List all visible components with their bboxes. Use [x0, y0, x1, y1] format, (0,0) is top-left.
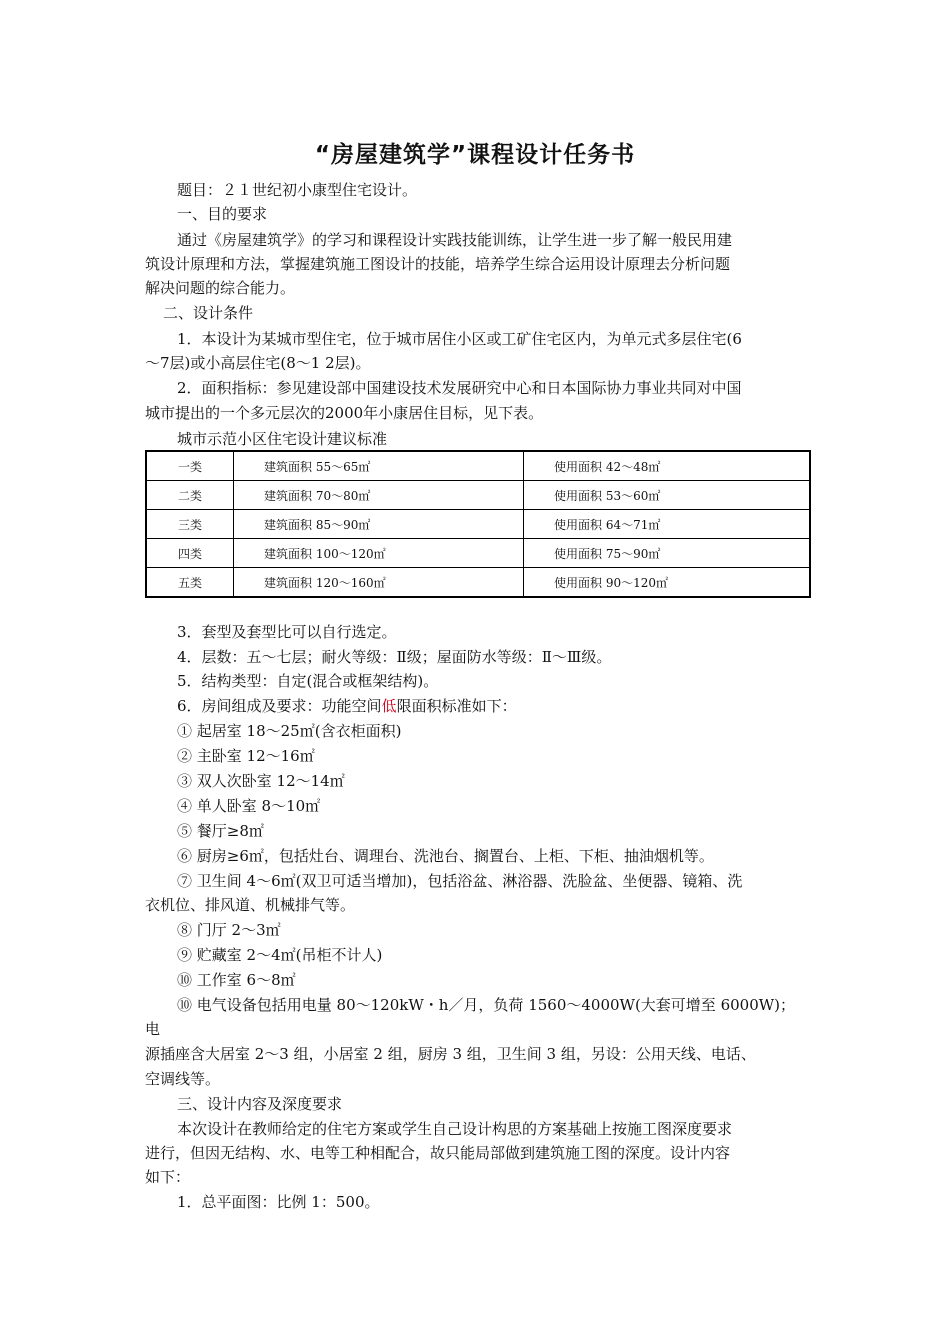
section-1-para-line: 通过《房屋建筑学》的学习和课程设计实践技能训练，让学生进一步了解一般民用建: [177, 231, 733, 249]
table-cell-building-area: 建筑面积 85～90㎡: [234, 510, 524, 539]
room-item-cont: 空调线等。: [145, 1070, 221, 1088]
condition-2-line: 2．面积指标：参见建设部中国建设技术发展研究中心和日本国际协力事业共同对中国: [177, 379, 742, 397]
table-cell-building-area: 建筑面积 120～160㎡: [234, 568, 524, 598]
condition-3-line: 3．套型及套型比可以自行选定。: [177, 623, 397, 641]
section-1-heading: 一、目的要求: [177, 205, 268, 223]
section-2-heading: 二、设计条件: [163, 304, 254, 322]
room-item: ⑧ 门厅 2～3㎡: [177, 921, 281, 939]
room-item: ⑦ 卫生间 4～6㎡(双卫可适当增加)，包括浴盆、淋浴器、洗脸盆、坐便器、镜箱、洗: [177, 872, 743, 890]
document-title: “房屋建筑学”课程设计任务书: [314, 142, 636, 168]
table-cell-usable-area: 使用面积 42～48㎡: [524, 451, 811, 481]
room-item-cont: 源插座含大居室 2～3 组，小居室 2 组，厨房 3 组，卫生间 3 组，另设：公用天线、电话、: [145, 1045, 756, 1063]
section-3-para-line: 进行，但因无结构、水、电等工种相配合，故只能局部做到建筑施工图的深度。设计内容: [145, 1144, 731, 1162]
topic-line: 题目：２１世纪初小康型住宅设计。: [177, 181, 418, 199]
table-cell-class: 二类: [146, 481, 234, 510]
table-row: [146, 481, 810, 510]
room-item-cont: 衣机位、排风道、机械排气等。: [145, 896, 356, 914]
room-item: ⑩ 工作室 6～8㎡: [177, 971, 296, 989]
table-cell-usable-area: 使用面积 64～71㎡: [524, 510, 811, 539]
table-cell-class: 三类: [146, 510, 234, 539]
condition-6-text: 限面积标准如下：: [396, 697, 517, 715]
condition-6-text: 6．房间组成及要求：功能空间: [177, 697, 382, 715]
condition-5-line: 5．结构类型：自定(混合或框架结构)。: [177, 672, 439, 690]
room-item: ⑥ 厨房≥6㎡，包括灶台、调理台、洗池台、搁置台、上柜、下柜、抽油烟机等。: [177, 847, 714, 865]
table-cell-class: 五类: [146, 568, 234, 598]
room-item: ② 主卧室 12～16㎡: [177, 747, 315, 765]
room-item: ③ 双人次卧室 12～14㎡: [177, 772, 345, 790]
table-cell-class: 一类: [146, 451, 234, 481]
table-cell-usable-area: 使用面积 75～90㎡: [524, 539, 811, 568]
content-1-line: 1．总平面图：比例 1：500。: [177, 1193, 380, 1211]
table-caption: 城市示范小区住宅设计建议标准: [177, 430, 388, 448]
condition-6-line: [177, 696, 842, 716]
table-row: [146, 568, 810, 598]
table-cell-building-area: 建筑面积 70～80㎡: [234, 481, 524, 510]
table-cell-building-area: 建筑面积 100～120㎡: [234, 539, 524, 568]
room-item: ① 起居室 18～25㎡(含衣柜面积): [177, 722, 402, 740]
condition-1-line: 1．本设计为某城市型住宅，位于城市居住小区或工矿住宅区内，为单元式多层住宅(6: [177, 330, 742, 348]
section-3-heading: 三、设计内容及深度要求: [177, 1095, 343, 1113]
section-3-para-line: 如下：: [145, 1168, 191, 1186]
section-1-para-line: 筑设计原理和方法，掌握建筑施工图设计的技能，培养学生综合运用设计原理去分析问题: [145, 255, 731, 273]
condition-2-line: 城市提出的一个多元层次的2000年小康居住目标，见下表。: [145, 404, 544, 422]
table-cell-building-area: 建筑面积 55～65㎡: [234, 451, 524, 481]
room-item-cont: 电: [145, 1020, 161, 1038]
room-item: ⑤ 餐厅≥8㎡: [177, 822, 264, 840]
table-cell-class: 四类: [146, 539, 234, 568]
condition-1-line: ～7层)或小高层住宅(8～1 2层)。: [145, 354, 371, 372]
condition-4-line: 4．层数：五～七层；耐火等级：Ⅱ级；屋面防水等级：Ⅱ～Ⅲ级。: [177, 648, 612, 666]
room-item: ⑩ 电气设备包括用电量 80～120kW・h／月，负荷 1560～4000W(大套可增至 6000W)；: [177, 996, 796, 1014]
highlighted-char: 低: [381, 697, 397, 715]
section-3-para-line: 本次设计在教师给定的住宅方案或学生自己设计构思的方案基础上按施工图深度要求: [177, 1120, 733, 1138]
room-item: ⑨ 贮藏室 2～4㎡(吊柜不计人): [177, 946, 383, 964]
table-row: [146, 510, 810, 539]
room-item: ④ 单人卧室 8～10㎡: [177, 797, 321, 815]
section-1-para-line: 解决问题的综合能力。: [145, 279, 296, 297]
area-standard-table: [145, 450, 811, 598]
table-row: [146, 451, 810, 481]
table-cell-usable-area: 使用面积 90～120㎡: [524, 568, 811, 598]
table-row: [146, 539, 810, 568]
table-cell-usable-area: 使用面积 53～60㎡: [524, 481, 811, 510]
